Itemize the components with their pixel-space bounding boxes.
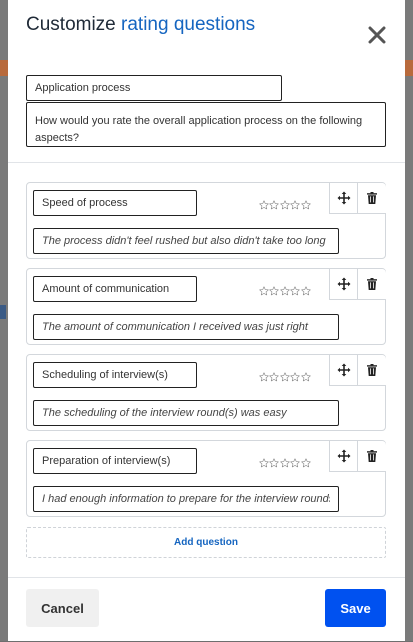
trash-icon [367,364,377,376]
question-label-input[interactable] [33,448,197,474]
background-page-left [0,0,8,641]
star-icon[interactable] [290,455,300,465]
star-icon[interactable] [269,455,279,465]
star-rating[interactable] [259,193,311,211]
question-card [26,354,386,431]
delete-question-button[interactable] [357,355,386,386]
star-icon[interactable] [280,283,290,293]
star-icon[interactable] [269,283,279,293]
star-icon[interactable] [280,369,290,379]
group-title-input[interactable] [26,75,282,101]
group-description-textarea[interactable] [26,102,386,147]
background-page-right [405,0,413,641]
trash-icon [367,192,377,204]
star-icon[interactable] [259,283,269,293]
question-description-input[interactable] [33,486,339,512]
move-handle-button[interactable] [329,355,358,386]
question-card [26,182,386,259]
delete-question-button[interactable] [357,183,386,214]
star-icon[interactable] [290,197,300,207]
star-icon[interactable] [301,283,311,293]
modal-header [8,0,405,60]
star-icon[interactable] [269,369,279,379]
question-label-input[interactable] [33,276,197,302]
star-icon[interactable] [280,455,290,465]
add-question-button[interactable]: Add question [26,527,386,558]
star-rating[interactable] [259,451,311,469]
trash-icon [367,450,377,462]
question-description-input[interactable] [33,228,339,254]
star-icon[interactable] [280,197,290,207]
delete-question-button[interactable] [357,441,386,472]
background-header-right [405,60,413,76]
question-description-input[interactable] [33,314,339,340]
customize-rating-modal [8,0,405,641]
move-icon [337,191,351,205]
star-icon[interactable] [269,197,279,207]
star-icon[interactable] [301,369,311,379]
close-icon [368,26,386,44]
move-handle-button[interactable] [329,441,358,472]
save-button[interactable]: Save [325,589,386,627]
close-button[interactable] [364,22,390,48]
question-label-input[interactable] [33,190,197,216]
move-icon [337,449,351,463]
trash-icon [367,278,377,290]
star-icon[interactable] [290,369,300,379]
move-handle-button[interactable] [329,269,358,300]
star-icon[interactable] [259,455,269,465]
question-description-input[interactable] [33,400,339,426]
background-header-left [0,60,8,76]
cancel-button[interactable]: Cancel [26,589,99,627]
delete-question-button[interactable] [357,269,386,300]
move-icon [337,363,351,377]
star-icon[interactable] [259,197,269,207]
star-rating[interactable] [259,279,311,297]
modal-title-accent: rating questions [121,14,256,35]
modal-title-prefix: Customize [26,14,116,35]
move-handle-button[interactable] [329,183,358,214]
question-card [26,268,386,345]
question-card [26,440,386,517]
modal-title [26,14,255,36]
star-rating[interactable] [259,365,311,383]
star-icon[interactable] [290,283,300,293]
star-icon[interactable] [301,455,311,465]
background-accent [0,305,6,319]
question-label-input[interactable] [33,362,197,388]
star-icon[interactable] [301,197,311,207]
move-icon [337,277,351,291]
star-icon[interactable] [259,369,269,379]
